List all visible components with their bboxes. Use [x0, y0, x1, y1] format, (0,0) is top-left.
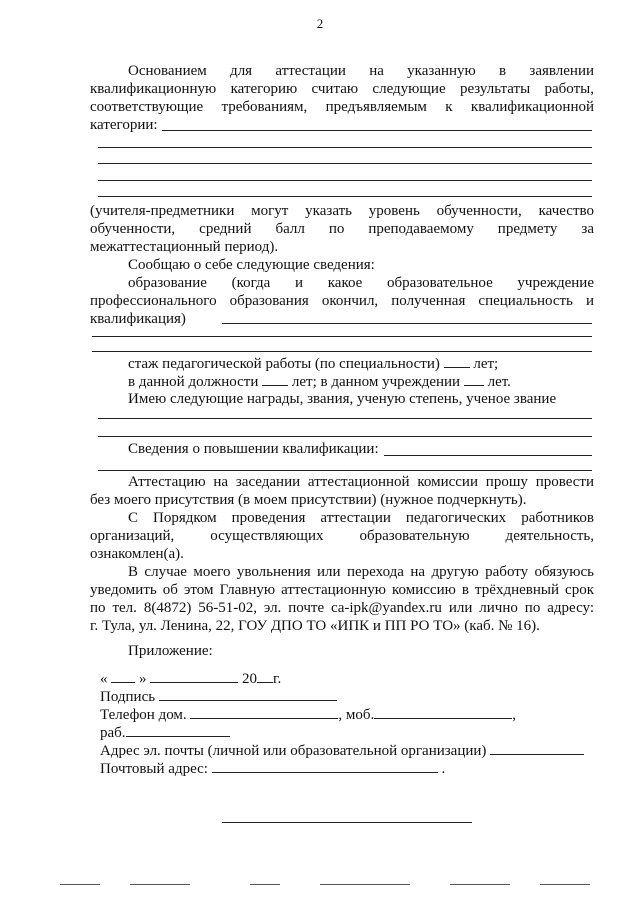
institution-tenure-unit: лет. — [487, 374, 511, 390]
postal-blank — [212, 759, 438, 773]
dismissal-line-3: по тел. 8(4872) 56-51-02, эл. почте ca-ipk@yandex.ru или лично по адресу: — [90, 600, 594, 616]
self-info-intro: Сообщаю о себе следующие сведения: — [128, 257, 375, 273]
procedure-line-2: организаций, осуществляющих образовательную деятельность, — [90, 528, 594, 544]
scan-artifact — [540, 884, 590, 885]
scan-artifact — [250, 884, 280, 885]
education-blank-2 — [92, 336, 592, 337]
qualification-blank-1 — [384, 455, 592, 456]
experience-total-unit: лет; — [473, 356, 499, 372]
basis-blank-5 — [98, 196, 592, 197]
dismissal-line-2: уведомить об этом Главную аттестационную комиссию в трёхдневный срок — [90, 582, 594, 598]
teacher-note-line-3: межаттестационный период). — [90, 239, 279, 255]
scan-artifact — [320, 884, 410, 885]
institution-tenure-blank — [464, 372, 484, 386]
phone-home-label: Телефон дом. — [100, 707, 187, 723]
awards-blank-1 — [98, 418, 592, 419]
date-month-blank — [150, 669, 238, 683]
dismissal-line-1: В случае моего увольнения или перехода на другую работу обязуюсь — [128, 564, 594, 580]
date-day-blank — [111, 669, 135, 683]
bottom-signature-rule — [222, 822, 472, 823]
signature-line — [100, 687, 337, 706]
attestation-line-1: Аттестацию на заседании аттестационной комиссии прошу провести — [128, 474, 594, 490]
date-year-suffix: г. — [273, 671, 282, 687]
awards-blank-2 — [98, 436, 592, 437]
phone-home-blank — [190, 705, 338, 719]
qualification-blank-2 — [98, 470, 592, 471]
email-label: Адрес эл. почты (личной или образовательной организации) — [100, 743, 487, 759]
education-line-2: профессионального образования окончил, полученная специальность и — [90, 293, 594, 309]
work-phone-label: раб. — [100, 725, 126, 741]
education-line-1: образование (когда и какое образовательное учреждение — [128, 275, 594, 291]
position-tenure-blank — [262, 372, 288, 386]
work-phone-blank — [126, 723, 230, 737]
postal-label: Почтовый адрес: — [100, 761, 208, 777]
postal-line: Почтовый адрес: . — [100, 761, 446, 777]
education-blank-3 — [92, 351, 592, 352]
awards-label: Имею следующие награды, звания, ученую степень, ученое звание — [128, 391, 557, 407]
email-blank — [490, 741, 584, 755]
procedure-line-1: С Порядком проведения аттестации педагогических работников — [128, 510, 594, 526]
education-line-3: квалификация) — [90, 311, 186, 327]
institution-tenure-label: лет; в данном учреждении — [291, 374, 461, 390]
signature-label: Подпись — [100, 689, 156, 705]
basis-line-1: Основанием для аттестации на указанную в заявлении — [128, 63, 594, 79]
page-number: 2 — [316, 16, 324, 31]
basis-blank-3 — [98, 163, 592, 164]
date-year-prefix: 20 — [242, 671, 257, 687]
attestation-line-2: без моего присутствия (в моем присутствии) (нужное подчеркнуть). — [90, 492, 527, 508]
mobile-label: моб. — [345, 707, 375, 723]
phone-line: Телефон дом. , моб. , — [100, 707, 517, 723]
scan-artifact — [130, 884, 190, 885]
qualification-label: Сведения о повышении квалификации: — [128, 441, 379, 457]
work-phone-line — [100, 723, 230, 742]
experience-line-1 — [128, 354, 498, 373]
date-line — [100, 669, 281, 688]
basis-line-3: соответствующие требованиям, предъявляемым к квалификационной — [90, 99, 594, 115]
basis-blank-2 — [98, 147, 592, 148]
teacher-note-line-1: (учителя-предметники могут указать уровень обученности, качество — [90, 203, 594, 219]
mobile-blank — [374, 705, 512, 719]
experience-line-2 — [128, 372, 511, 391]
education-blank-1 — [222, 323, 592, 324]
scan-artifact — [450, 884, 510, 885]
position-tenure-label: в данной должности — [128, 374, 259, 390]
basis-line-2: квалификационную категорию считаю следующие результаты работы, — [90, 81, 594, 97]
basis-blank-1 — [162, 130, 592, 131]
date-open-quote: « — [100, 671, 108, 687]
date-close-quote: » — [139, 671, 147, 687]
date-year-blank — [257, 669, 273, 683]
scan-artifact — [60, 884, 100, 885]
dismissal-line-4: г. Тула, ул. Ленина, 22, ГОУ ДПО ТО «ИПК и ПП РО ТО» (каб. № 16). — [90, 618, 540, 634]
email-line — [100, 741, 584, 760]
attachment-label: Приложение: — [128, 643, 213, 659]
basis-blank-4 — [98, 180, 592, 181]
procedure-line-3: ознакомлен(а). — [90, 546, 184, 562]
basis-line-4: категории: — [90, 117, 158, 133]
experience-total-blank — [444, 354, 470, 368]
experience-total-label: стаж педагогической работы (по специальности) — [128, 356, 440, 372]
signature-blank — [159, 687, 337, 701]
teacher-note-line-2: обученности, средний балл по преподаваемому предмету за — [90, 221, 594, 237]
